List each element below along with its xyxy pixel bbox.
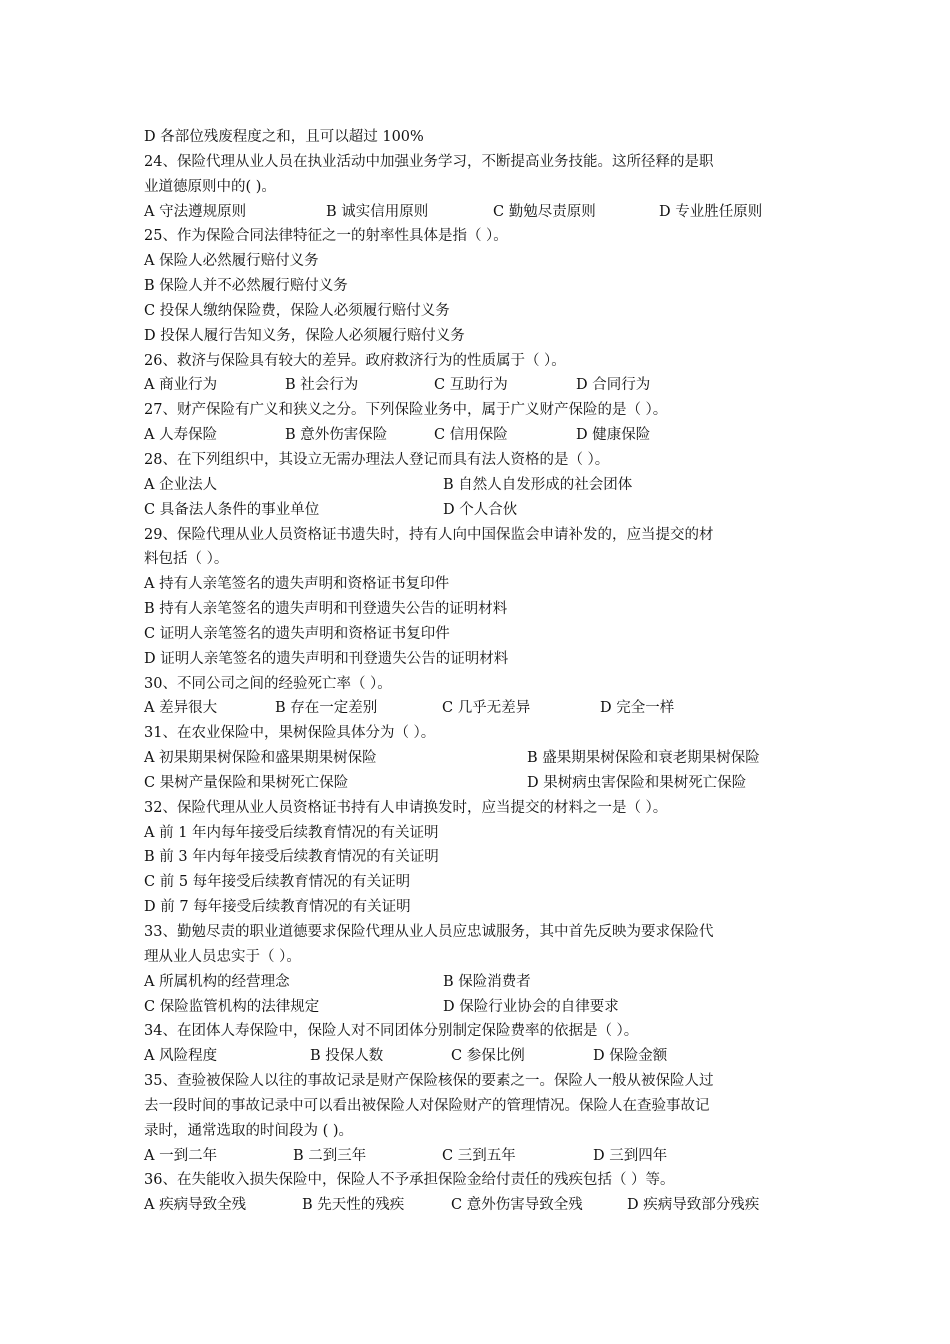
option-a: C 果树产量保险和果树死亡保险 [144,774,349,791]
option-d: D 专业胜任原则 [659,203,763,220]
text-line: 料包括（ ）。 [144,551,229,568]
option-a: A 初果期果树保险和盛果期果树保险 [144,750,377,767]
option-a: A 差异很大 [144,700,218,717]
text-line: C 投保人缴纳保险费，保险人必须履行赔付义务 [144,302,450,319]
text-line: D 各部位残废程度之和，且可以超过 100% [144,129,424,145]
options-row [144,373,812,398]
text-line: 28、在下列组织中，其设立无需办理法人登记而具有法人资格的是（ ）。 [144,451,610,468]
options-row [144,473,812,498]
option-a: C 保险监管机构的法律规定 [144,998,320,1015]
option-b: D 个人合伙 [443,501,518,518]
option-c: C 勤勉尽责原则 [493,203,596,220]
option-d: D 三到四年 [593,1147,668,1164]
option-a: A 人寿保险 [144,427,218,444]
options-row [144,696,812,721]
text-line: 理从业人员忠实于（ ）。 [144,948,301,965]
text-line: A 持有人亲笔签名的遗失声明和资格证书复印件 [144,576,450,593]
options-row [144,1044,812,1069]
option-a: A 风险程度 [144,1048,218,1065]
text-line: 33、勤勉尽责的职业道德要求保险代理从业人员应忠诚服务，其中首先反映为要求保险代 [144,924,714,940]
option-b: B 诚实信用原则 [326,203,429,220]
options-row [144,1144,812,1169]
document-page [144,125,812,1218]
options-row [144,423,812,448]
options-row [144,1193,812,1218]
option-b: D 保险行业协会的自律要求 [443,998,619,1015]
option-b: B 存在一定差别 [275,700,378,717]
option-c: C 参保比例 [451,1048,525,1065]
option-c: C 信用保险 [434,427,508,444]
option-a: A 一到二年 [144,1147,218,1164]
text-line: A 前 1 年内每年接受后续教育情况的有关证明 [144,824,439,841]
option-b: B 投保人数 [310,1048,384,1065]
option-b: B 意外伤害保险 [285,427,388,444]
options-row [144,498,812,523]
option-b: B 二到三年 [293,1147,367,1164]
text-line: B 前 3 年内每年接受后续教育情况的有关证明 [144,849,439,866]
option-b: B 盛果期果树保险和衰老期果树保险 [527,750,760,767]
text-line: 26、救济与保险具有较大的差异。政府救济行为的性质属于（ ）。 [144,352,566,369]
options-row [144,970,812,995]
option-d: D 完全一样 [600,700,675,717]
options-row [144,771,812,796]
text-line: 29、保险代理从业人员资格证书遗失时，持有人向中国保监会申请补发的，应当提交的材 [144,526,714,543]
option-a: C 具备法人条件的事业单位 [144,501,320,518]
option-c: C 几乎无差异 [442,700,531,717]
option-a: A 守法遵规原则 [144,203,247,220]
text-line: D 投保人履行告知义务，保险人必须履行赔付义务 [144,327,465,344]
text-line: 34、在团体人寿保险中，保险人对不同团体分别制定保险费率的依据是（ ）。 [144,1023,639,1040]
text-line: 25、作为保险合同法律特征之一的射率性具体是指（ ）。 [144,228,508,245]
text-line: D 前 7 每年接受后续教育情况的有关证明 [144,899,411,916]
option-c: C 意外伤害导致全残 [451,1197,583,1214]
text-line: C 证明人亲笔签名的遗失声明和资格证书复印件 [144,625,450,642]
option-b: B 先天性的残疾 [302,1197,405,1214]
text-line: 去一段时间的事故记录中可以看出被保险人对保险财产的管理情况。保险人在查验事故记 [144,1097,710,1114]
option-a: A 所属机构的经营理念 [144,973,290,990]
text-line: B 持有人亲笔签名的遗失声明和刊登遗失公告的证明材料 [144,601,508,618]
text-line: 24、保险代理从业人员在执业活动中加强业务学习，不断提高业务技能。这所径释的是职 [144,153,714,170]
text-line: 业道德原则中的( )。 [144,178,276,195]
option-a: A 企业法人 [144,476,218,493]
text-line: 35、查验被保险人以往的事故记录是财产保险核保的要素之一。保险人一般从被保险人过 [144,1073,714,1090]
text-line: 30、不同公司之间的经验死亡率（ ）。 [144,675,392,692]
option-d: D 健康保险 [576,427,651,444]
option-d: D 合同行为 [576,377,651,394]
option-c: C 三到五年 [442,1147,516,1164]
text-line: 录时，通常选取的时间段为 ( )。 [144,1122,354,1139]
text-line: D 证明人亲笔签名的遗失声明和刊登遗失公告的证明材料 [144,650,509,667]
option-a: A 商业行为 [144,377,218,394]
option-d: D 疾病导致部分残疾 [627,1197,760,1214]
option-b: D 果树病虫害保险和果树死亡保险 [527,774,747,791]
text-line: 27、财产保险有广义和狭义之分。下列保险业务中，属于广义财产保险的是（ ）。 [144,402,668,419]
text-line: 32、保险代理从业人员资格证书持有人申请换发时，应当提交的材料之一是（ ）。 [144,799,668,816]
option-c: C 互助行为 [434,377,508,394]
option-a: A 疾病导致全残 [144,1197,247,1214]
options-row [144,995,812,1020]
option-b: B 自然人自发形成的社会团体 [443,476,633,493]
options-row [144,200,812,225]
option-b: B 社会行为 [285,377,359,394]
option-d: D 保险金额 [593,1048,668,1065]
text-line: A 保险人必然履行赔付义务 [144,253,319,270]
options-row [144,746,812,771]
text-line: 31、在农业保险中，果树保险具体分为（ ）。 [144,725,436,742]
option-b: B 保险消费者 [443,973,531,990]
text-line: B 保险人并不必然履行赔付义务 [144,278,348,295]
text-line: 36、在失能收入损失保险中，保险人不予承担保险金给付责任的残疾包括（ ）等。 [144,1172,675,1189]
text-line: C 前 5 每年接受后续教育情况的有关证明 [144,874,411,891]
